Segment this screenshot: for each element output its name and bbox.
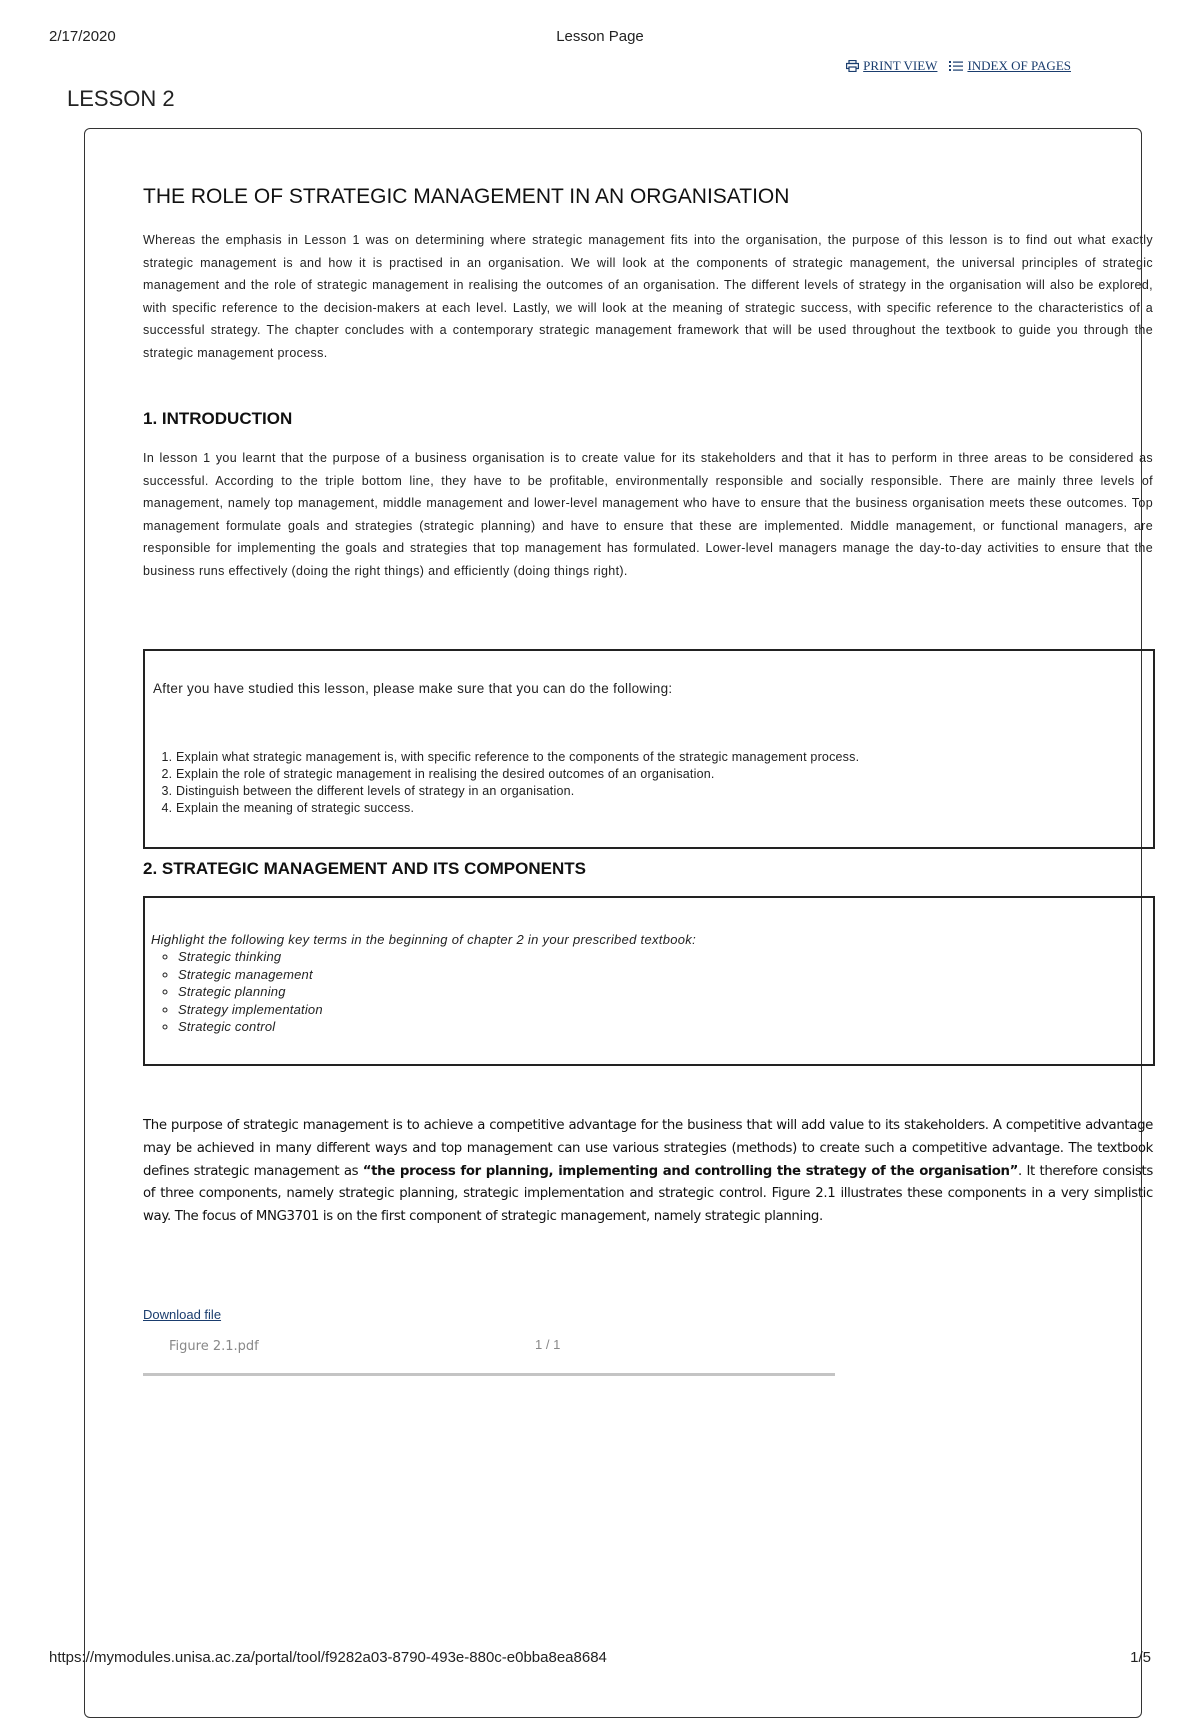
print-page-number: 1/5 bbox=[1130, 1649, 1151, 1666]
body-paragraph bbox=[143, 1115, 1153, 1229]
key-term-item: ◦ Strategic control bbox=[178, 1018, 323, 1036]
print-date: 2/17/2020 bbox=[49, 28, 116, 45]
key-terms-list bbox=[151, 948, 323, 1036]
pdf-page-count: 1 / 1 bbox=[535, 1337, 561, 1352]
print-page-title: Lesson Page bbox=[556, 28, 644, 45]
objective-item: 3. Distinguish between the different levels of strategy in an organisation. bbox=[176, 783, 859, 800]
printer-icon bbox=[846, 60, 859, 72]
objective-item: 2. Explain the role of strategic management in realising the desired outcomes of an organisation. bbox=[176, 766, 859, 783]
objectives-list bbox=[153, 749, 859, 817]
learning-objectives-box bbox=[143, 649, 1155, 849]
pdf-filename: Figure 2.1.pdf bbox=[169, 1339, 259, 1354]
objective-item: 1. Explain what strategic management is, with specific reference to the components of the strategic management process. bbox=[176, 749, 859, 766]
print-view-label: PRINT VIEW bbox=[863, 58, 938, 73]
body-text-part-1: The purpose of strategic management is to achieve a competitive advantage for the business that will add value to its stakeholders. A competitive advantage may be achieved in many different ways and top management can use various strategies (methods) to create such a competitive advantage. The textbook defines strategic management as bbox=[143, 1118, 1153, 1179]
key-term-item: ◦ Strategic management bbox=[178, 966, 323, 984]
list-icon bbox=[949, 60, 963, 72]
top-links bbox=[846, 58, 1071, 74]
key-terms-box bbox=[143, 896, 1155, 1066]
key-term-item: ◦ Strategic thinking bbox=[178, 948, 323, 966]
section-heading-components: 2. STRATEGIC MANAGEMENT AND ITS COMPONENTS bbox=[143, 859, 586, 878]
download-file-link[interactable]: Download file bbox=[143, 1307, 222, 1322]
key-terms-intro: Highlight the following key terms in the beginning of chapter 2 in your prescribed textbook: bbox=[151, 932, 697, 947]
print-header bbox=[49, 28, 1151, 48]
key-term-item: ◦ Strategy implementation bbox=[178, 1001, 323, 1019]
introduction-paragraph: In lesson 1 you learnt that the purpose of a business organisation is to create value for its stakeholders and that it has to perform in three areas to be considered as successful. According to the triple bottom line, they have to be profitable, environmentally responsible and socially responsible. There are mainly three levels of management, namely top management, middle management and lower-level management who have to ensure that the business organisation meets these outcomes. Top management formulate goals and strategies (strategic planning) and have to ensure that these are implemented. Middle management, or functional managers, are responsible for implementing the goals and strategies that top management has formulated. Lower-level managers manage the day-to-day activities to ensure that the business runs effectively (doing the right things) and efficiently (doing things right). bbox=[143, 451, 1153, 578]
lesson-title: LESSON 2 bbox=[67, 86, 175, 111]
print-url: https://mymodules.unisa.ac.za/portal/tool/f9282a03-8790-493e-880c-e0bba8ea8684 bbox=[49, 1649, 607, 1666]
body-text-part-2: . It therefore consists of three components, namely strategic planning, strategic implementation and strategic control. Figure 2.1 illustrates these components in a very simplistic way. The focus of MNG3701 is on the first component of strategic management, namely strategic planning. bbox=[143, 1163, 1153, 1225]
index-of-pages-label: INDEX OF PAGES bbox=[967, 58, 1071, 73]
objectives-intro: After you have studied this lesson, please make sure that you can do the following: bbox=[153, 681, 673, 696]
page-heading: THE ROLE OF STRATEGIC MANAGEMENT IN AN ORGANISATION bbox=[143, 185, 790, 208]
section-heading-introduction: 1. INTRODUCTION bbox=[143, 409, 293, 428]
print-view-link[interactable] bbox=[846, 58, 937, 74]
content-frame bbox=[84, 128, 1153, 1718]
embedded-pdf-viewer[interactable] bbox=[143, 1325, 835, 1376]
intro-paragraph: Whereas the emphasis in Lesson 1 was on determining where strategic management fits into the organisation, the purpose of this lesson is to find out what exactly strategic management is and how it is practised in an organisation. We will look at the components of strategic management, the universal principles of strategic management and the role of strategic management in realising the outcomes of an organisation. The different levels of strategy in the organisation will also be explored, with specific reference to the decision-makers at each level. Lastly, we will look at the meaning of strategic success, with specific reference to the characteristics of a successful strategy. The chapter concludes with a contemporary strategic management framework that will be used throughout the textbook to guide you through the strategic management process. bbox=[143, 233, 1153, 360]
print-footer bbox=[49, 1649, 1151, 1669]
strategic-management-definition: “the process for planning, implementing and controlling the strategy of the organisation” bbox=[362, 1163, 1018, 1179]
index-of-pages-link[interactable] bbox=[949, 58, 1071, 74]
key-term-item: ◦ Strategic planning bbox=[178, 983, 323, 1001]
objective-item: 4. Explain the meaning of strategic success. bbox=[176, 800, 859, 817]
